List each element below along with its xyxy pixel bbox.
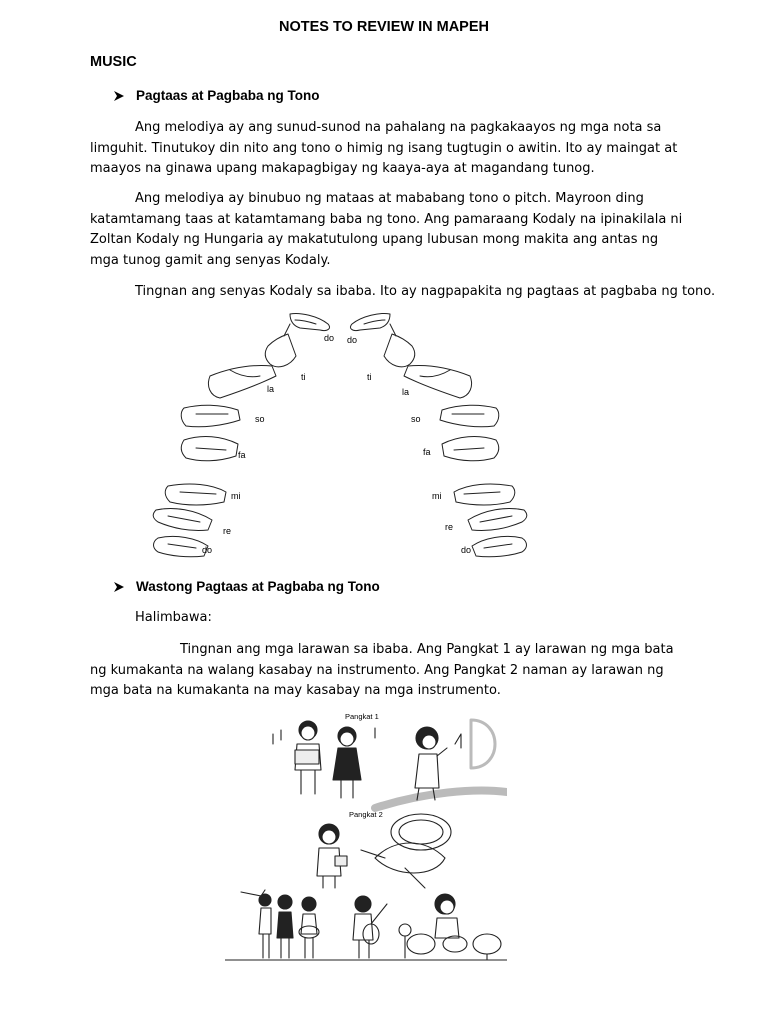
child-guitarist-figure [353, 896, 387, 958]
hand-sign-icon [442, 437, 499, 461]
syllable-left-do-high: do [324, 333, 335, 343]
syllable-left-fa: fa [238, 450, 246, 460]
syllable-left-ti: ti [301, 372, 306, 382]
hand-sign-icon [265, 324, 296, 367]
pangkat-illustration [225, 708, 507, 964]
syllable-left-re: re [223, 526, 232, 536]
syllable-right-so: so [411, 414, 421, 424]
child-singing-figure [277, 895, 293, 958]
hand-sign-icon [290, 313, 330, 330]
group-label-pangkat-2: Pangkat 2 [349, 810, 383, 819]
drum-set-figure [399, 924, 501, 960]
syllable-right-re: re [445, 522, 454, 532]
hand-sign-icon [153, 508, 212, 530]
syllable-left-mi: mi [231, 491, 241, 501]
child-drummer-figure [299, 897, 319, 958]
syllable-left-la: la [267, 384, 275, 394]
hand-sign-icon [154, 536, 209, 556]
hand-sign-icon [181, 405, 240, 427]
hand-sign-icon [454, 484, 515, 505]
drum-instrument-figure [361, 814, 451, 888]
paragraph-tono: Ang melodiya ay binubuo ng mataas at mababang tono o pitch. Mayroon ding katamtamang taas at katamtamang baba ng tono. Ang pamaraang Kodaly na ipinakilala ni Zoltan Kodaly ng Hungaria ay makatutulong upang lubusan mong makita ang antas ng mga tunog gamit ang senyas Kodaly. [90, 191, 683, 268]
syllable-right-fa: fa [423, 447, 431, 457]
hand-sign-icon [440, 405, 499, 427]
syllable-right-mi: mi [432, 491, 442, 501]
arrowhead-bullet-icon [113, 90, 125, 102]
bullet-heading-label: Pagtaas at Pagbaba ng Tono [136, 88, 320, 103]
child-singing-figure [333, 727, 361, 798]
hand-sign-icon [472, 536, 527, 556]
bullet-heading-pagtaas [113, 88, 320, 103]
child-singer-figure [435, 894, 459, 938]
syllable-right-do-low: do [461, 545, 472, 555]
hand-sign-icon [181, 437, 238, 461]
hand-sign-icon [350, 313, 390, 330]
hand-sign-icon [165, 484, 226, 505]
syllable-left-do-low: do [202, 545, 213, 555]
hand-sign-icon [384, 324, 415, 367]
syllable-right-do-high: do [347, 335, 358, 345]
syllable-right-ti: ti [367, 372, 372, 382]
child-singing-figure [317, 824, 347, 888]
child-trumpeter-figure [241, 890, 271, 958]
kodaly-hand-signs-figure [150, 306, 530, 560]
child-singing-figure [295, 721, 321, 794]
bullet-heading-wastong [113, 579, 380, 594]
paragraph-pangkat: Tingnan ang mga larawan sa ibaba. Ang Pangkat 1 ay larawan ng mga bata ng kumakanta na walang kasabay na instrumento. Ang Pangkat 2 naman ay larawan ng mga bata na kumakanta na may kasabay na mga instrumento. [90, 642, 674, 698]
syllable-left-so: so [255, 414, 265, 424]
paragraph-melodiya: Ang melodiya ay ang sunud-sunod na pahalang na pagkakaayos ng mga nota sa limguhit. Tinutukoy din nito ang tono o himig ng isang tugtugin o awitin. Ito ay maingat at maayos na ginawa upang makapagbigay ng kaaya-aya at magandang tunog. [90, 120, 678, 176]
bullet-heading-label: Wastong Pagtaas at Pagbaba ng Tono [136, 579, 380, 594]
hand-sign-icon [208, 365, 276, 398]
child-singer-with-microphone-figure [415, 727, 447, 800]
group-label-pangkat-1: Pangkat 1 [345, 712, 379, 721]
syllable-right-la: la [402, 387, 410, 397]
hand-sign-icon [404, 365, 472, 398]
example-label: Halimbawa: [135, 610, 212, 625]
document-title: NOTES TO REVIEW IN MAPEH [278, 19, 489, 35]
paragraph-kodaly-intro: Tingnan ang senyas Kodaly sa ibaba. Ito ay nagpapakita ng pagtaas at pagbaba ng tono. [135, 284, 716, 299]
arrowhead-bullet-icon [113, 581, 125, 593]
section-heading-music: MUSIC [90, 54, 137, 70]
hand-sign-icon [468, 508, 527, 530]
